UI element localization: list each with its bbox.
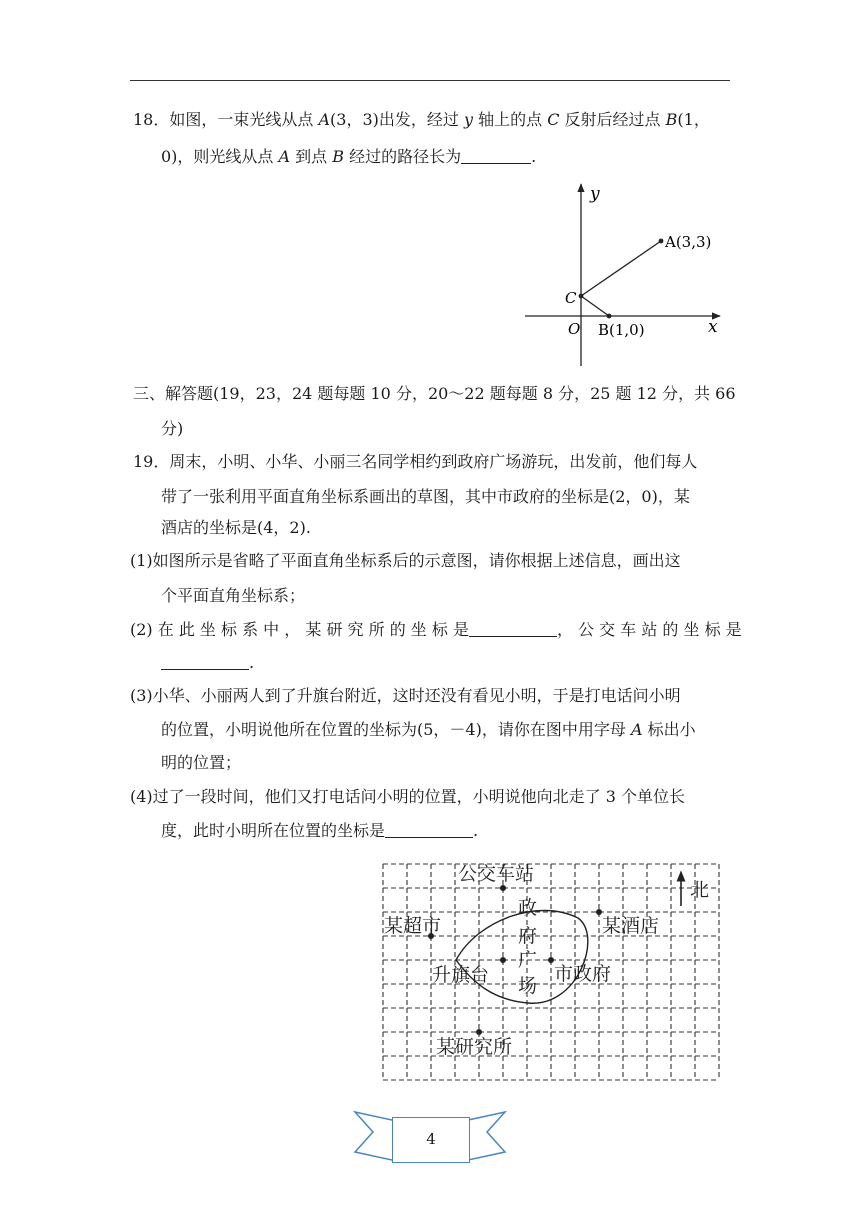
point-a-label: A(3,3) <box>665 233 712 251</box>
point-c <box>579 294 584 299</box>
q19-part3-line-1: (3)小华、小丽两人到了升旗台附近，这时还没有看见小明，于是打电话问小明 <box>130 686 681 705</box>
hotel-label: 某酒店 <box>602 915 660 937</box>
q19-map <box>378 858 724 1086</box>
page-number-box <box>392 1117 470 1163</box>
plaza-char-4: 场 <box>518 975 538 997</box>
q19-part3-line-2: 的位置，小明说他所在位置的坐标为(5，－4)，请你在图中用字母 A 标出小 <box>161 720 696 739</box>
institute-point <box>476 1029 482 1035</box>
ray-a-to-c <box>581 241 661 296</box>
plaza-char-1: 政 <box>518 897 538 919</box>
q19-line-1: 19．周末，小明、小华、小丽三名同学相约到政府广场游玩，出发前，他们每人 <box>133 452 698 471</box>
point-a <box>659 239 664 244</box>
q18-line-1: 18．如图，一束光线从点 A(3，3)出发，经过 y 轴上的点 C 反射后经过点 B(1， <box>133 110 710 129</box>
point-b-label: B(1,0) <box>598 321 645 339</box>
flag-platform-label: 升旗台 <box>432 964 490 986</box>
q19-part2-line-2: . <box>161 652 254 674</box>
q18-number: 18． <box>133 110 170 129</box>
new-position-blank[interactable] <box>385 821 473 838</box>
plaza-char-2: 府 <box>518 925 538 947</box>
q19-part1-line-1: (1)如图所示是省略了平面直角坐标系后的示意图，请你根据上述信息，画出这 <box>130 551 681 570</box>
q18-line-2: 0)，则光线从点 A 到点 B 经过的路径长为 . <box>161 147 537 166</box>
supermarket-label: 某超市 <box>384 915 442 937</box>
bus-stop-point <box>500 885 506 891</box>
q19-part2-line-1: (2) 在 此 坐 标 系 中 ， 某 研 究 所 的 坐 标 是 ， 公 交 车 站 的 坐 标 是 <box>130 620 742 639</box>
q19-line-3: 酒店的坐标是(4，2). <box>161 518 311 537</box>
bus-stop-coordinate-blank[interactable] <box>161 653 249 670</box>
city-government-label: 市政府 <box>554 963 612 985</box>
plaza-char-3: 广 <box>518 949 538 971</box>
y-axis-label: y <box>590 184 600 204</box>
page-number: 4 <box>426 1130 436 1148</box>
q19-part1-line-2: 个平面直角坐标系； <box>161 586 306 605</box>
ray-c-to-b <box>581 296 609 316</box>
header-rule <box>130 80 730 81</box>
q19-part4-line-1: (4)过了一段时间，他们又打电话问小明的位置，小明说他向北走了 3 个单位长 <box>130 787 686 806</box>
q18-figure <box>515 178 730 373</box>
q19-line-2: 带了一张利用平面直角坐标系画出的草图，其中市政府的坐标是(2，0)，某 <box>161 487 690 506</box>
north-label: 北 <box>690 879 710 901</box>
q18-answer-blank[interactable] <box>461 147 531 164</box>
origin-label: O <box>568 320 581 338</box>
point-c-label: C <box>565 289 577 307</box>
institute-label: 某研究所 <box>436 1036 513 1058</box>
institute-coordinate-blank[interactable] <box>469 620 557 637</box>
flag-platform-point <box>500 957 506 963</box>
q19-part3-line-3: 明的位置； <box>161 753 242 772</box>
point-b <box>607 314 612 319</box>
q19-number: 19． <box>133 452 170 471</box>
q19-part4-line-2: 度，此时小明所在位置的坐标是 . <box>161 821 479 840</box>
section3-line-2: 分) <box>161 419 184 438</box>
x-axis-label: x <box>708 317 718 337</box>
bus-stop-label: 公交车站 <box>458 863 535 885</box>
section3-line-1: 三、解答题(19，23，24 题每题 10 分，20～22 题每题 8 分，25 题 12 分，共 66 <box>133 384 736 403</box>
